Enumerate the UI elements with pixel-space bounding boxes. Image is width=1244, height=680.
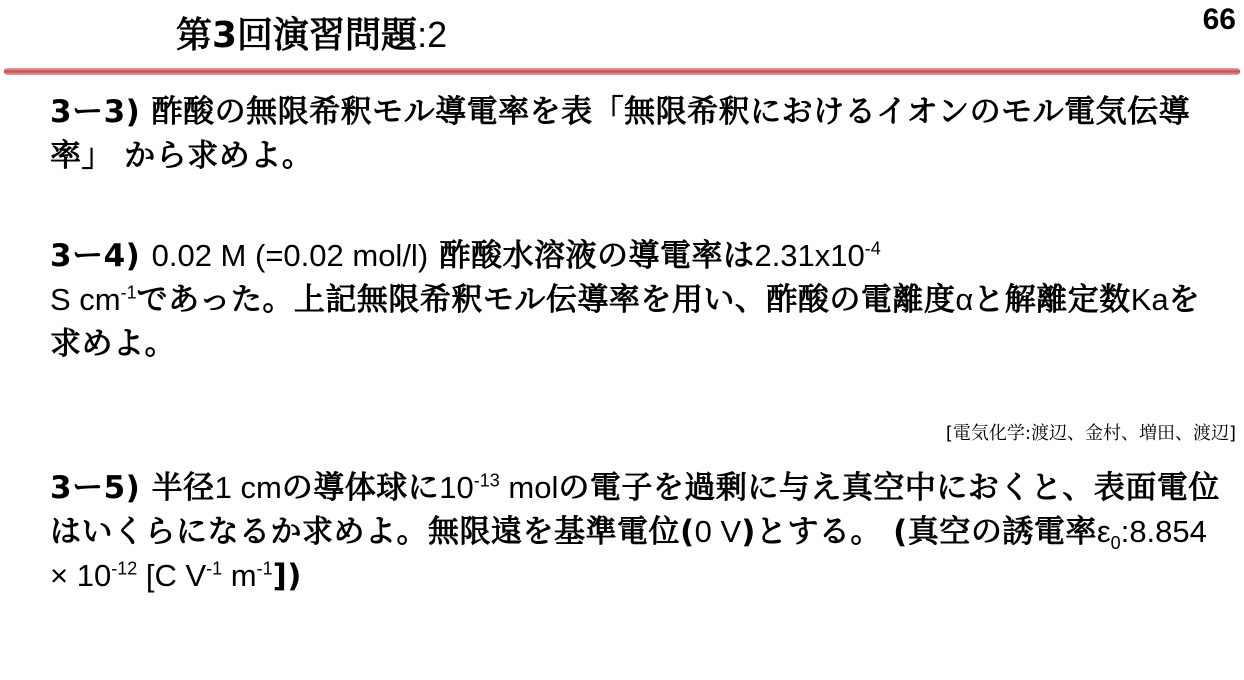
conductivity-value: 2.31x10 (754, 238, 865, 273)
reference-potential: 0 V (694, 514, 742, 549)
problem-3-5-text-a: の導体球に (281, 470, 440, 506)
concentration-value: 0.02 M (=0.02 mol/l) (151, 238, 429, 273)
slide-title (176, 10, 447, 61)
conductivity-unit: S cm (50, 282, 121, 317)
problem-3-4-label: 3ー4) (50, 238, 152, 274)
problem-3-5-text-b: の電子を過剰に与え真空中におくと、表面電位はいくらになるか求めよ。無限遠を基準電位( (50, 470, 1220, 550)
problem-3-5-text-d: ]) (272, 558, 302, 594)
conductivity-exponent: -4 (864, 238, 881, 259)
problem-3-4-text-c: と解離定数 (973, 282, 1131, 318)
problem-3-5 (50, 466, 1220, 598)
slide-title-main: 第3回演習問題 (176, 15, 418, 56)
epsilon-symbol: ε (1096, 514, 1111, 549)
conductivity-unit-exponent: -1 (120, 282, 137, 303)
electron-amount-unit: mol (499, 470, 559, 505)
problem-3-3-text: 3ー3) 酢酸の無限希釈モル導電率を表「無限希釈におけるイオンのモル電気伝導率」 から求めよ。 (50, 94, 1191, 174)
permittivity-unit-b: m (222, 558, 257, 593)
page-number: 66 (1202, 3, 1236, 36)
electron-amount-base: 10 (439, 470, 474, 505)
epsilon-subscript: 0 (1110, 533, 1121, 554)
permittivity-exponent: -12 (111, 558, 138, 579)
slide-title-suffix: :2 (417, 14, 448, 55)
permittivity-unit-a: [C V (137, 558, 207, 593)
problem-3-4 (50, 234, 1220, 366)
alpha-symbol: α (955, 282, 974, 317)
unit-exponent-m: -1 (256, 558, 273, 579)
problem-3-5-text-c: )とする。 (真空の誘電率 (741, 514, 1097, 550)
problem-3-5-label: 3ー5) 半径 (50, 470, 215, 506)
problem-3-4-text-b: であった。上記無限希釈モル伝導率を用い、酢酸の電離度 (136, 282, 956, 318)
unit-exponent-v: -1 (206, 558, 223, 579)
problem-3-4-text-d: を求めよ。 (50, 282, 1201, 362)
problem-3-4-text-a: 酢酸水溶液の導電率は (428, 238, 755, 274)
electron-amount-exponent: -13 (473, 470, 500, 491)
colon: : (1120, 514, 1130, 549)
title-divider (4, 68, 1240, 75)
radius-value: 1 cm (214, 470, 282, 505)
ka-symbol: Ka (1130, 282, 1169, 317)
problem-3-3 (50, 90, 1220, 178)
citation: [電気化学:渡辺、金村、増田、渡辺] (945, 423, 1236, 444)
permittivity-value: 8.854 × 10 (50, 514, 1207, 593)
